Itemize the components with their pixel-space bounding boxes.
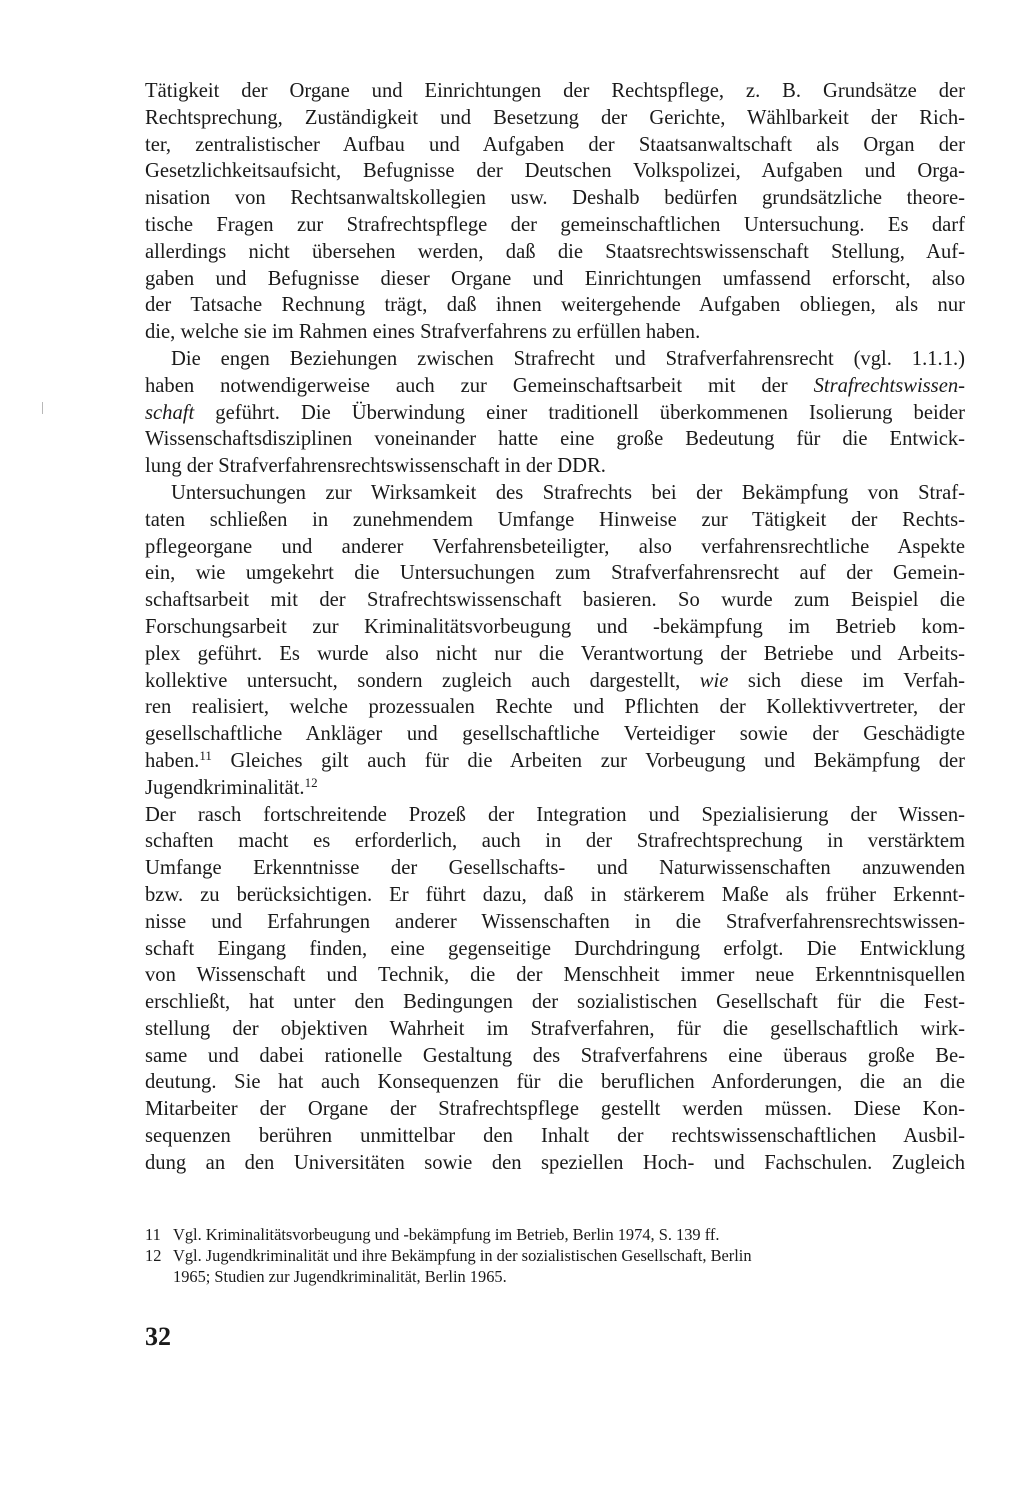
footnote-ref-12[interactable]: 12 bbox=[304, 774, 318, 790]
text-line: stellung der objektiven Wahrheit im Strafverfahren, für die gesellschaftlich wirk- bbox=[145, 1017, 965, 1040]
text-line: pflegeorgane und anderer Verfahrensbeteiligter, also verfahrensrechtliche Aspekte bbox=[145, 535, 965, 558]
text-line: Untersuchungen zur Wirksamkeit des Strafrechts bei der Bekämpfung von Straf- bbox=[171, 481, 965, 504]
text-line: sequenzen berühren unmittelbar den Inhalt der rechtswissenschaftlichen Ausbil- bbox=[145, 1125, 965, 1148]
text-line: dung an den Universitäten sowie den speziellen Hoch- und Fachschulen. Zugleich bbox=[145, 1151, 965, 1174]
text-line: Forschungsarbeit zur Kriminalitätsvorbeugung und -bekämpfung im Betrieb kom- bbox=[145, 615, 965, 638]
text-line: Rechtsprechung, Zuständigkeit und Besetzung der Gerichte, Wählbarkeit der Rich- bbox=[145, 106, 965, 129]
paragraph-3 bbox=[145, 480, 965, 802]
page-body bbox=[145, 78, 965, 1177]
text-line: schaften macht es erforderlich, auch in der Strafrechtsprechung in verstärktem bbox=[145, 830, 965, 853]
text-line: plex geführt. Es wurde also nicht nur die Verantwortung der Betriebe und Arbeits- bbox=[145, 642, 965, 665]
text-line bbox=[145, 373, 965, 400]
text-line: die, welche sie im Rahmen eines Strafverfahrens zu erfüllen haben. bbox=[145, 321, 701, 344]
paragraph-2 bbox=[145, 346, 965, 480]
text-line: bzw. zu berücksichtigen. Er führt dazu, daß in stärkerem Maße als früher Erkennt- bbox=[145, 883, 965, 906]
text-run: kollektive untersucht, sondern zugleich auch dargestellt, bbox=[145, 669, 700, 692]
text-run: haben. bbox=[145, 749, 200, 772]
text-line: Gesetzlichkeitsaufsicht, Befugnisse der Deutschen Volkspolizei, Aufgaben und Orga- bbox=[145, 160, 965, 183]
paragraph-4 bbox=[145, 802, 965, 1177]
text-line: allerdings nicht übersehen werden, daß die Staatsrechtswissenschaft Stellung, Auf- bbox=[145, 240, 965, 263]
text-run: Jugendkriminalität. bbox=[145, 776, 305, 799]
text-line: ren realisiert, welche prozessualen Rechte und Pflichten der Kollektivvertreter, der bbox=[145, 696, 965, 719]
footnote-12 bbox=[145, 1245, 965, 1287]
text-line: gesellschaftliche Ankläger und gesellschaftliche Verteidiger sowie der Geschädigte bbox=[145, 723, 965, 746]
footnote-ref-11[interactable]: 11 bbox=[199, 747, 212, 763]
footnote-number: 12 bbox=[145, 1246, 162, 1265]
text-line: nisation von Rechtsanwaltskollegien usw. Deshalb bedürfen grundsätzliche theore- bbox=[145, 187, 965, 210]
text-line: Mitarbeiter der Organe der Strafrechtspflege gestellt werden müssen. Diese Kon- bbox=[145, 1098, 965, 1121]
text-run: geführt. Die Überwindung einer traditionell überkommenen Isolierung beider bbox=[194, 401, 965, 424]
text-line: erschließt, hat unter den Bedingungen der sozialistischen Gesellschaft für die Fest- bbox=[145, 991, 965, 1014]
paragraph-1 bbox=[145, 78, 965, 346]
text-line: Tätigkeit der Organe und Einrichtungen der Rechtspflege, z. B. Grundsätze der bbox=[145, 80, 965, 102]
text-line: Wissenschaftsdisziplinen voneinander hatte eine große Bedeutung für die Entwick- bbox=[145, 428, 965, 451]
text-line: schaft Eingang finden, eine gegenseitige Durchdringung erfolgt. Die Entwicklung bbox=[145, 937, 965, 960]
text-line: der Tatsache Rechnung trägt, daß ihnen weitergehende Aufgaben obliegen, als nur bbox=[145, 294, 965, 317]
text-line: nisse und Erfahrungen anderer Wissenschaften in die Strafverfahrensrechtswissen- bbox=[145, 910, 965, 933]
text-run: Gleiches gilt auch für die Arbeiten zur Vorbeugung und Bekämpfung der bbox=[211, 749, 965, 772]
text-line: Umfange Erkenntnisse der Gesellschafts- und Naturwissenschaften anzuwenden bbox=[145, 857, 965, 880]
text-line: taten schließen in zunehmendem Umfange Hinweise zur Tätigkeit der Rechts- bbox=[145, 508, 965, 531]
margin-mark bbox=[42, 402, 43, 414]
footnote-line: 1965; Studien zur Jugendkriminalität, Berlin 1965. bbox=[173, 1267, 507, 1286]
italic-term: Strafrechtswissen- bbox=[813, 374, 965, 397]
page-number: 32 bbox=[145, 1322, 171, 1351]
footnote-line: Vgl. Jugendkriminalität und ihre Bekämpfung in der sozialistischen Gesellschaft, Berlin bbox=[173, 1246, 752, 1265]
italic-term: schaft bbox=[145, 401, 195, 424]
footnote-text bbox=[173, 1245, 965, 1287]
footnote-number: 11 bbox=[145, 1225, 161, 1244]
text-line: gaben und Befugnisse dieser Organe und Einrichtungen umfassend erforscht, also bbox=[145, 267, 965, 290]
text-line: ter, zentralistischer Aufbau und Aufgaben der Staatsanwaltschaft als Organ der bbox=[145, 133, 965, 156]
text-line: Der rasch fortschreitende Prozeß der Integration und Spezialisierung der Wissen- bbox=[145, 803, 965, 826]
text-line: von Wissenschaft und Technik, die der Menschheit immer neue Erkenntnisquellen bbox=[145, 964, 965, 987]
footnote-text: Vgl. Kriminalitätsvorbeugung und -bekämpfung im Betrieb, Berlin 1974, S. 139 ff. bbox=[173, 1225, 720, 1244]
footnote-11 bbox=[145, 1224, 965, 1245]
text-line: Die engen Beziehungen zwischen Strafrecht und Strafverfahrensrecht (vgl. 1.1.1.) bbox=[171, 347, 965, 370]
text-line: deutung. Sie hat auch Konsequenzen für die beruflichen Anforderungen, die an die bbox=[145, 1071, 965, 1094]
text-line: tische Fragen zur Strafrechtspflege der gemeinschaftlichen Untersuchung. Es darf bbox=[145, 213, 965, 236]
text-line: schaftsarbeit mit der Strafrechtswissenschaft basieren. So wurde zum Beispiel die bbox=[145, 589, 965, 612]
text-line: ein, wie umgekehrt die Untersuchungen zum Strafverfahrensrecht auf der Gemein- bbox=[145, 562, 965, 585]
text-run: sich diese im Verfah- bbox=[728, 669, 965, 692]
text-line bbox=[145, 400, 965, 427]
text-run: haben notwendigerweise auch zur Gemeinschaftsarbeit mit der bbox=[145, 374, 814, 397]
text-line bbox=[145, 668, 965, 695]
footnotes bbox=[145, 1224, 965, 1287]
text-line bbox=[145, 775, 965, 802]
text-line bbox=[145, 748, 965, 775]
italic-term: wie bbox=[699, 669, 729, 692]
text-line: same und dabei rationelle Gestaltung des Strafverfahrens eine überaus große Be- bbox=[145, 1044, 965, 1067]
text-line: lung der Strafverfahrensrechtswissenschaft in der DDR. bbox=[145, 455, 606, 478]
